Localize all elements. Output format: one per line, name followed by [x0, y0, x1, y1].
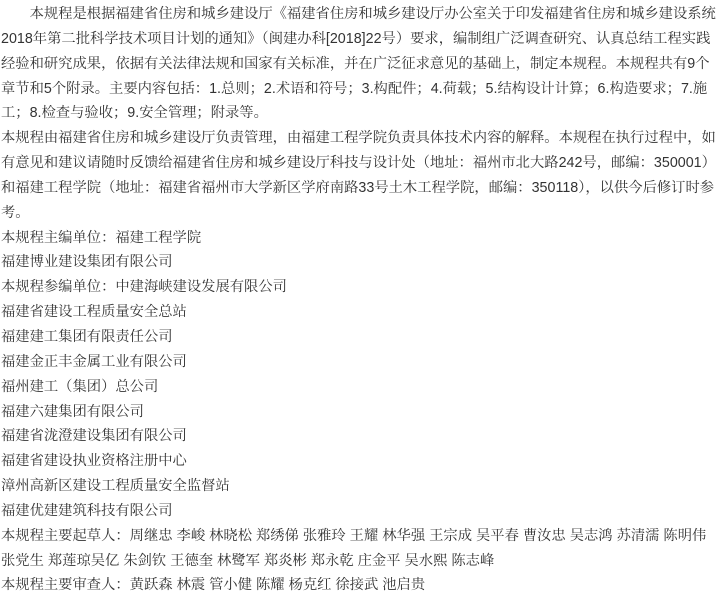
chief-editor-unit-2-line: 福建博业建设集团有限公司	[1, 254, 173, 271]
participating-unit-line-2: 福建省建设工程质量安全总站	[1, 304, 187, 321]
management-paragraph: 本规程由福建省住房和城乡建设厅负责管理，由福建工程学院负责具体技术内容的解释。本规程在执行过程中，如有意见和建议请随时反馈给福建省住房和城乡建设厅科技与设计处（地址：福州市北大路242号，邮编：350001）和福建工程学院（地址：福建省福州市大学新区学府南路33号土木工程学院，邮编：350118），以供今后修订时参考。	[1, 130, 716, 221]
participating-unit-line-10: 福建优建建筑科技有限公司	[1, 502, 173, 519]
participating-unit-line-5: 福州建工（集团）总公司	[1, 378, 159, 395]
participating-unit-line-8: 福建省建设执业资格注册中心	[1, 453, 187, 470]
drafters-line: 本规程主要起草人：周继忠 李峻 林晓松 郑绣俤 张雅玲 王耀 林华强 王宗成 吴平春 曹汝忠 吴志鸿 苏清濡 陈明伟 张党生 郑莲琼吴亿 朱剑钦 王德奎 林鹭军 郑炎彬 郑永乾 庄金平 吴水熙 陈志峰	[1, 527, 707, 569]
participating-unit-line-7: 福建省泷澄建设集团有限公司	[1, 428, 187, 445]
reviewers-line: 本规程主要审查人：黄跃森 林震 管小健 陈耀 杨克红 徐接武 池启贵	[1, 577, 426, 594]
participating-unit-line-4: 福建金正丰金属工业有限公司	[1, 353, 187, 370]
participating-unit-line-1: 本规程参编单位：中建海峡建设发展有限公司	[1, 279, 287, 296]
participating-unit-line-9: 漳州高新区建设工程质量安全监督站	[1, 478, 230, 495]
chief-editor-unit-line: 本规程主编单位：福建工程学院	[1, 229, 202, 246]
participating-unit-line-3: 福建建工集团有限责任公司	[1, 328, 173, 345]
participating-unit-line-6: 福建六建集团有限公司	[1, 403, 144, 420]
intro-paragraph: 本规程是根据福建省住房和城乡建设厅《福建省住房和城乡建设厅办公室关于印发福建省住房和城乡建设系统2018年第二批科学技术项目计划的通知》（闽建办科[2018]22号）要求，编制组广泛调查研究、认真总结工程实践经验和研究成果，依据有关法律法规和国家有关标准，并在广泛征求意见的基础上，制定本规程。本规程共有9个章节和5个附录。主要内容包括：1.总则；2.术语和符号；3.构配件；4.荷载；5.结构设计计算；6.构造要求；7.施工；8.检查与验收；9.安全管理；附录等。	[1, 6, 716, 122]
